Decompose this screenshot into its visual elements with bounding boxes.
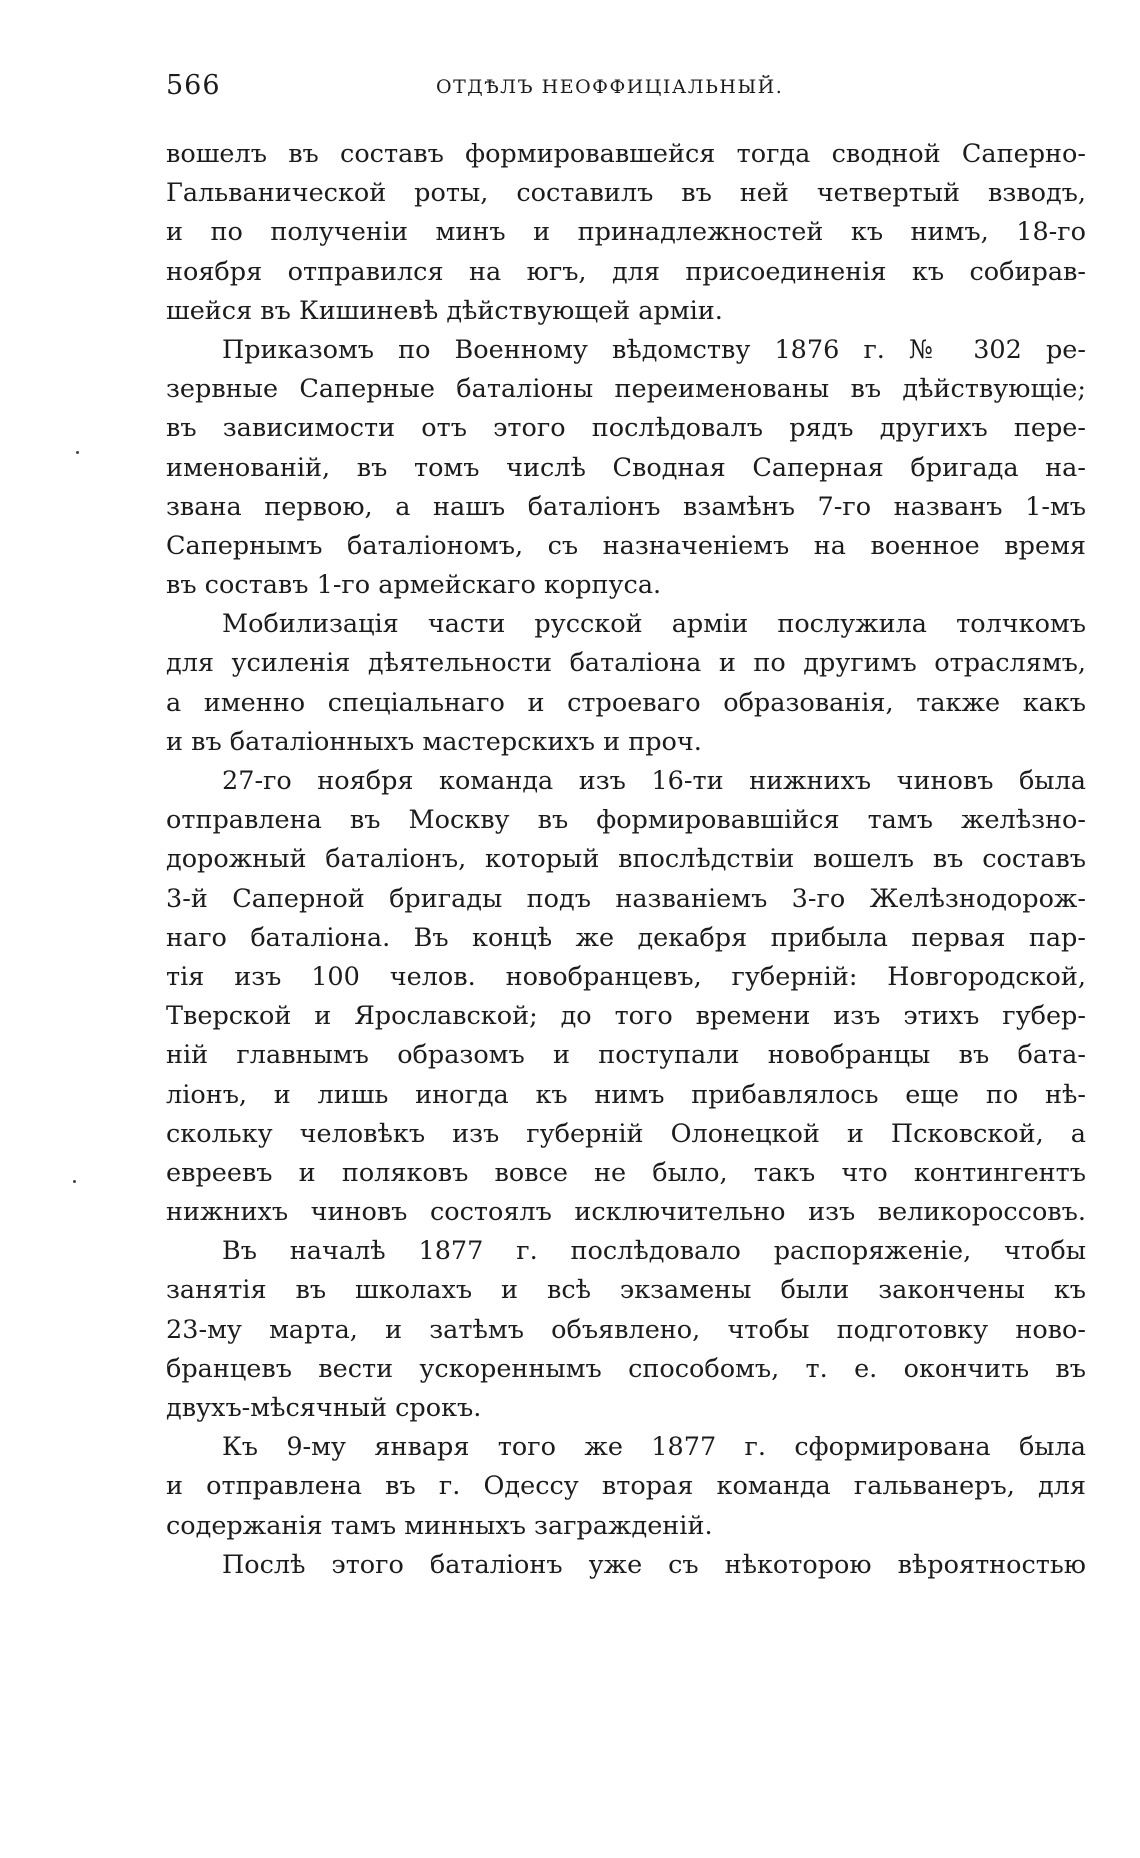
text-line: въ зависимости отъ этого послѣдовалъ рядъ другихъ пере- [166,413,1086,444]
paragraph [166,762,1086,1232]
scan-speck [76,451,79,454]
text-line: Послѣ этого баталіонъ уже съ нѣкоторою вѣроятностью [222,1549,1086,1580]
text-line: ліонъ, и лишь иногда къ нимъ прибавлялось еще по нѣ- [166,1079,1086,1110]
text-line: именованій, въ томъ числѣ Сводная Саперная бригада на- [166,452,1086,483]
paragraph [166,135,1086,331]
text-line: бранцевъ вести ускореннымъ способомъ, т. е. окончить въ [166,1353,1086,1384]
text-line: Мобилизація части русской арміи послужила толчкомъ [222,609,1086,640]
text-line: евреевъ и поляковъ вовсе не было, такъ что контингентъ [166,1157,1086,1188]
text-line: и отправлена въ г. Одессу вторая команда гальванеръ, для [166,1471,1086,1502]
text-line: Тверской и Ярославской; до того времени изъ этихъ губер- [166,1001,1086,1032]
text-line: 23-му марта, и затѣмъ объявлено, чтобы подготовку ново- [166,1314,1086,1345]
paragraph [166,1428,1086,1546]
paragraph [166,1546,1086,1585]
text-line: ній главнымъ образомъ и поступали новобранцы въ бата- [166,1040,1086,1071]
text-line: въ составъ 1-го армейскаго корпуса. [166,570,662,601]
text-line: шейся въ Кишиневѣ дѣйствующей арміи. [166,295,723,326]
text-line: Приказомъ по Военному вѣдомству 1876 г. № 302 ре- [222,334,1086,365]
page-header [166,70,1086,110]
text-line: содержанія тамъ минныхъ загражденій. [166,1510,713,1541]
paragraph [166,605,1086,762]
text-line: зервные Саперные баталіоны переименованы въ дѣйствующіе; [166,374,1086,405]
text-line: 27-го ноября команда изъ 16-ти нижнихъ чиновъ была [222,766,1086,796]
text-line: дорожный баталіонъ, который впослѣдствіи вошелъ въ составъ [166,844,1086,875]
text-line: Въ началѣ 1877 г. послѣдовало распоряженіе, чтобы [222,1236,1086,1267]
body-text [166,135,1086,1585]
text-line: звана первою, а нашъ баталіонъ взамѣнъ 7-го названъ 1-мъ [166,491,1086,522]
text-line: для усиленія дѣятельности баталіона и по другимъ отраслямъ, [166,648,1086,679]
paragraph [166,1232,1086,1428]
text-line: Гальванической роты, составилъ въ ней четвертый взводъ, [166,178,1086,209]
text-line: Сапернымъ баталіономъ, съ назначеніемъ на военное время [166,530,1086,561]
scan-speck [73,1180,76,1183]
text-line: 3-й Саперной бригады подъ названіемъ 3-го Желѣзнодорож- [166,883,1086,914]
running-head: ОТДѢЛЪ НЕОФФИЦІАЛЬНЫЙ. [436,76,784,98]
text-line: двухъ-мѣсячный срокъ. [166,1393,482,1423]
text-line: вошелъ въ составъ формировавшейся тогда сводной Саперно- [166,139,1086,169]
text-line: а именно спеціальнаго и строеваго образованія, также какъ [166,687,1086,718]
text-line: Къ 9-му января того же 1877 г. сформирована была [222,1432,1086,1463]
text-line: тія изъ 100 челов. новобранцевъ, губерній: Новгородской, [166,961,1086,992]
text-line: нижнихъ чиновъ состоялъ исключительно изъ великороссовъ. [166,1197,1086,1228]
text-line: отправлена въ Москву въ формировавшійся тамъ желѣзно- [166,805,1086,836]
text-line: и въ баталіонныхъ мастерскихъ и проч. [166,726,702,757]
page-number: 566 [166,70,221,101]
paragraph [166,331,1086,605]
text-line: скольку человѣкъ изъ губерній Олонецкой и Псковской, а [166,1118,1086,1149]
text-line: наго баталіона. Въ концѣ же декабря прибыла первая пар- [166,922,1086,953]
text-line: ноября отправился на югъ, для присоединенія къ собирав- [166,256,1086,287]
text-line: и по полученіи минъ и принадлежностей къ нимъ, 18-го [166,217,1086,248]
text-line: занятія въ школахъ и всѣ экзамены были закончены къ [166,1275,1086,1306]
